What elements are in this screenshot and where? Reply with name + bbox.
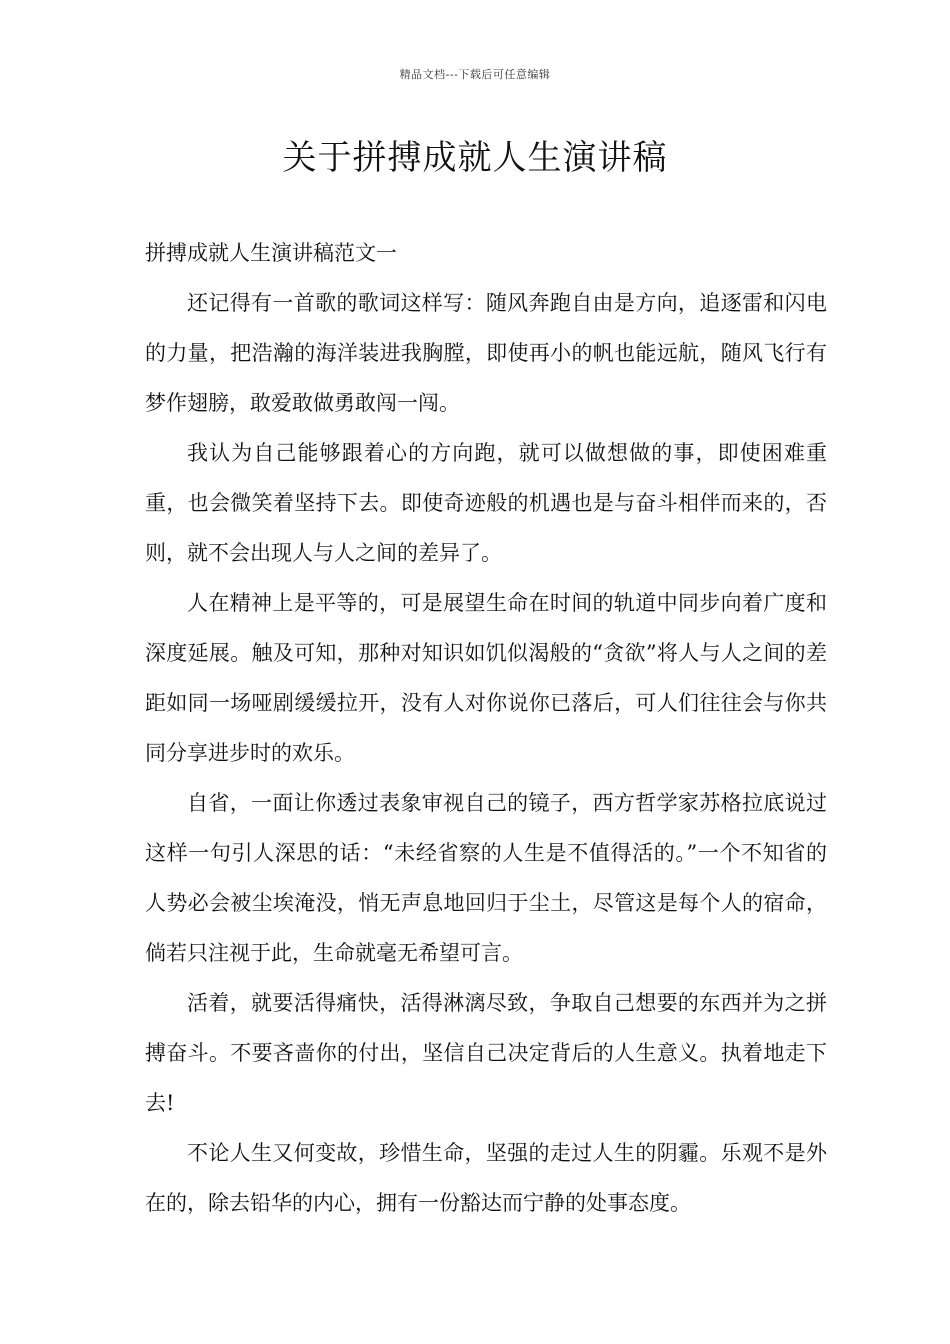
document-title: 关于拼搏成就人生演讲稿 <box>282 138 668 178</box>
paragraph-2: 我认为自己能够跟着心的方向跑，就可以做想做的事，即使困难重重，也会微笑着坚持下去。即使奇迹般的机遇也是与奋斗相伴而来的，否则，就不会出现人与人之间的差异了。 <box>145 441 827 565</box>
paragraph-1: 还记得有一首歌的歌词这样写：随风奔跑自由是方向，追逐雷和闪电的力量，把浩瀚的海洋装进我胸膛，即使再小的帆也能远航，随风飞行有梦作翅膀，敢爱敢做勇敢闯一闯。 <box>145 291 827 415</box>
document-subtitle: 拼搏成就人生演讲稿范文一 <box>145 241 397 265</box>
paragraph-5: 活着，就要活得痛快，活得淋漓尽致，争取自己想要的东西并为之拼搏奋斗。不要吝啬你的付出，坚信自己决定背后的人生意义。执着地走下去! <box>145 991 827 1115</box>
paragraph-6: 不论人生又何变故，珍惜生命，坚强的走过人生的阴霾。乐观不是外在的，除去铅华的内心，拥有一份豁达而宁静的处事态度。 <box>145 1141 827 1215</box>
document-body <box>145 228 827 1228</box>
paragraph-3: 人在精神上是平等的，可是展望生命在时间的轨道中同步向着广度和深度延展。触及可知，那种对知识如饥似渴般的“贪欲”将人与人之间的差距如同一场哑剧缓缓拉开，没有人对你说你已落后，可人们往往会与你共同分享进步时的欢乐。 <box>145 591 827 765</box>
paragraph-4: 自省，一面让你透过表象审视自己的镜子，西方哲学家苏格拉底说过这样一句引人深思的话：“未经省察的人生是不值得活的。”一个不知省的人势必会被尘埃淹没，悄无声息地回归于尘土，尽管这是每个人的宿命，倘若只注视于此，生命就毫无希望可言。 <box>145 791 827 965</box>
header-note: 精品文档---下载后可任意编辑 <box>399 68 551 81</box>
